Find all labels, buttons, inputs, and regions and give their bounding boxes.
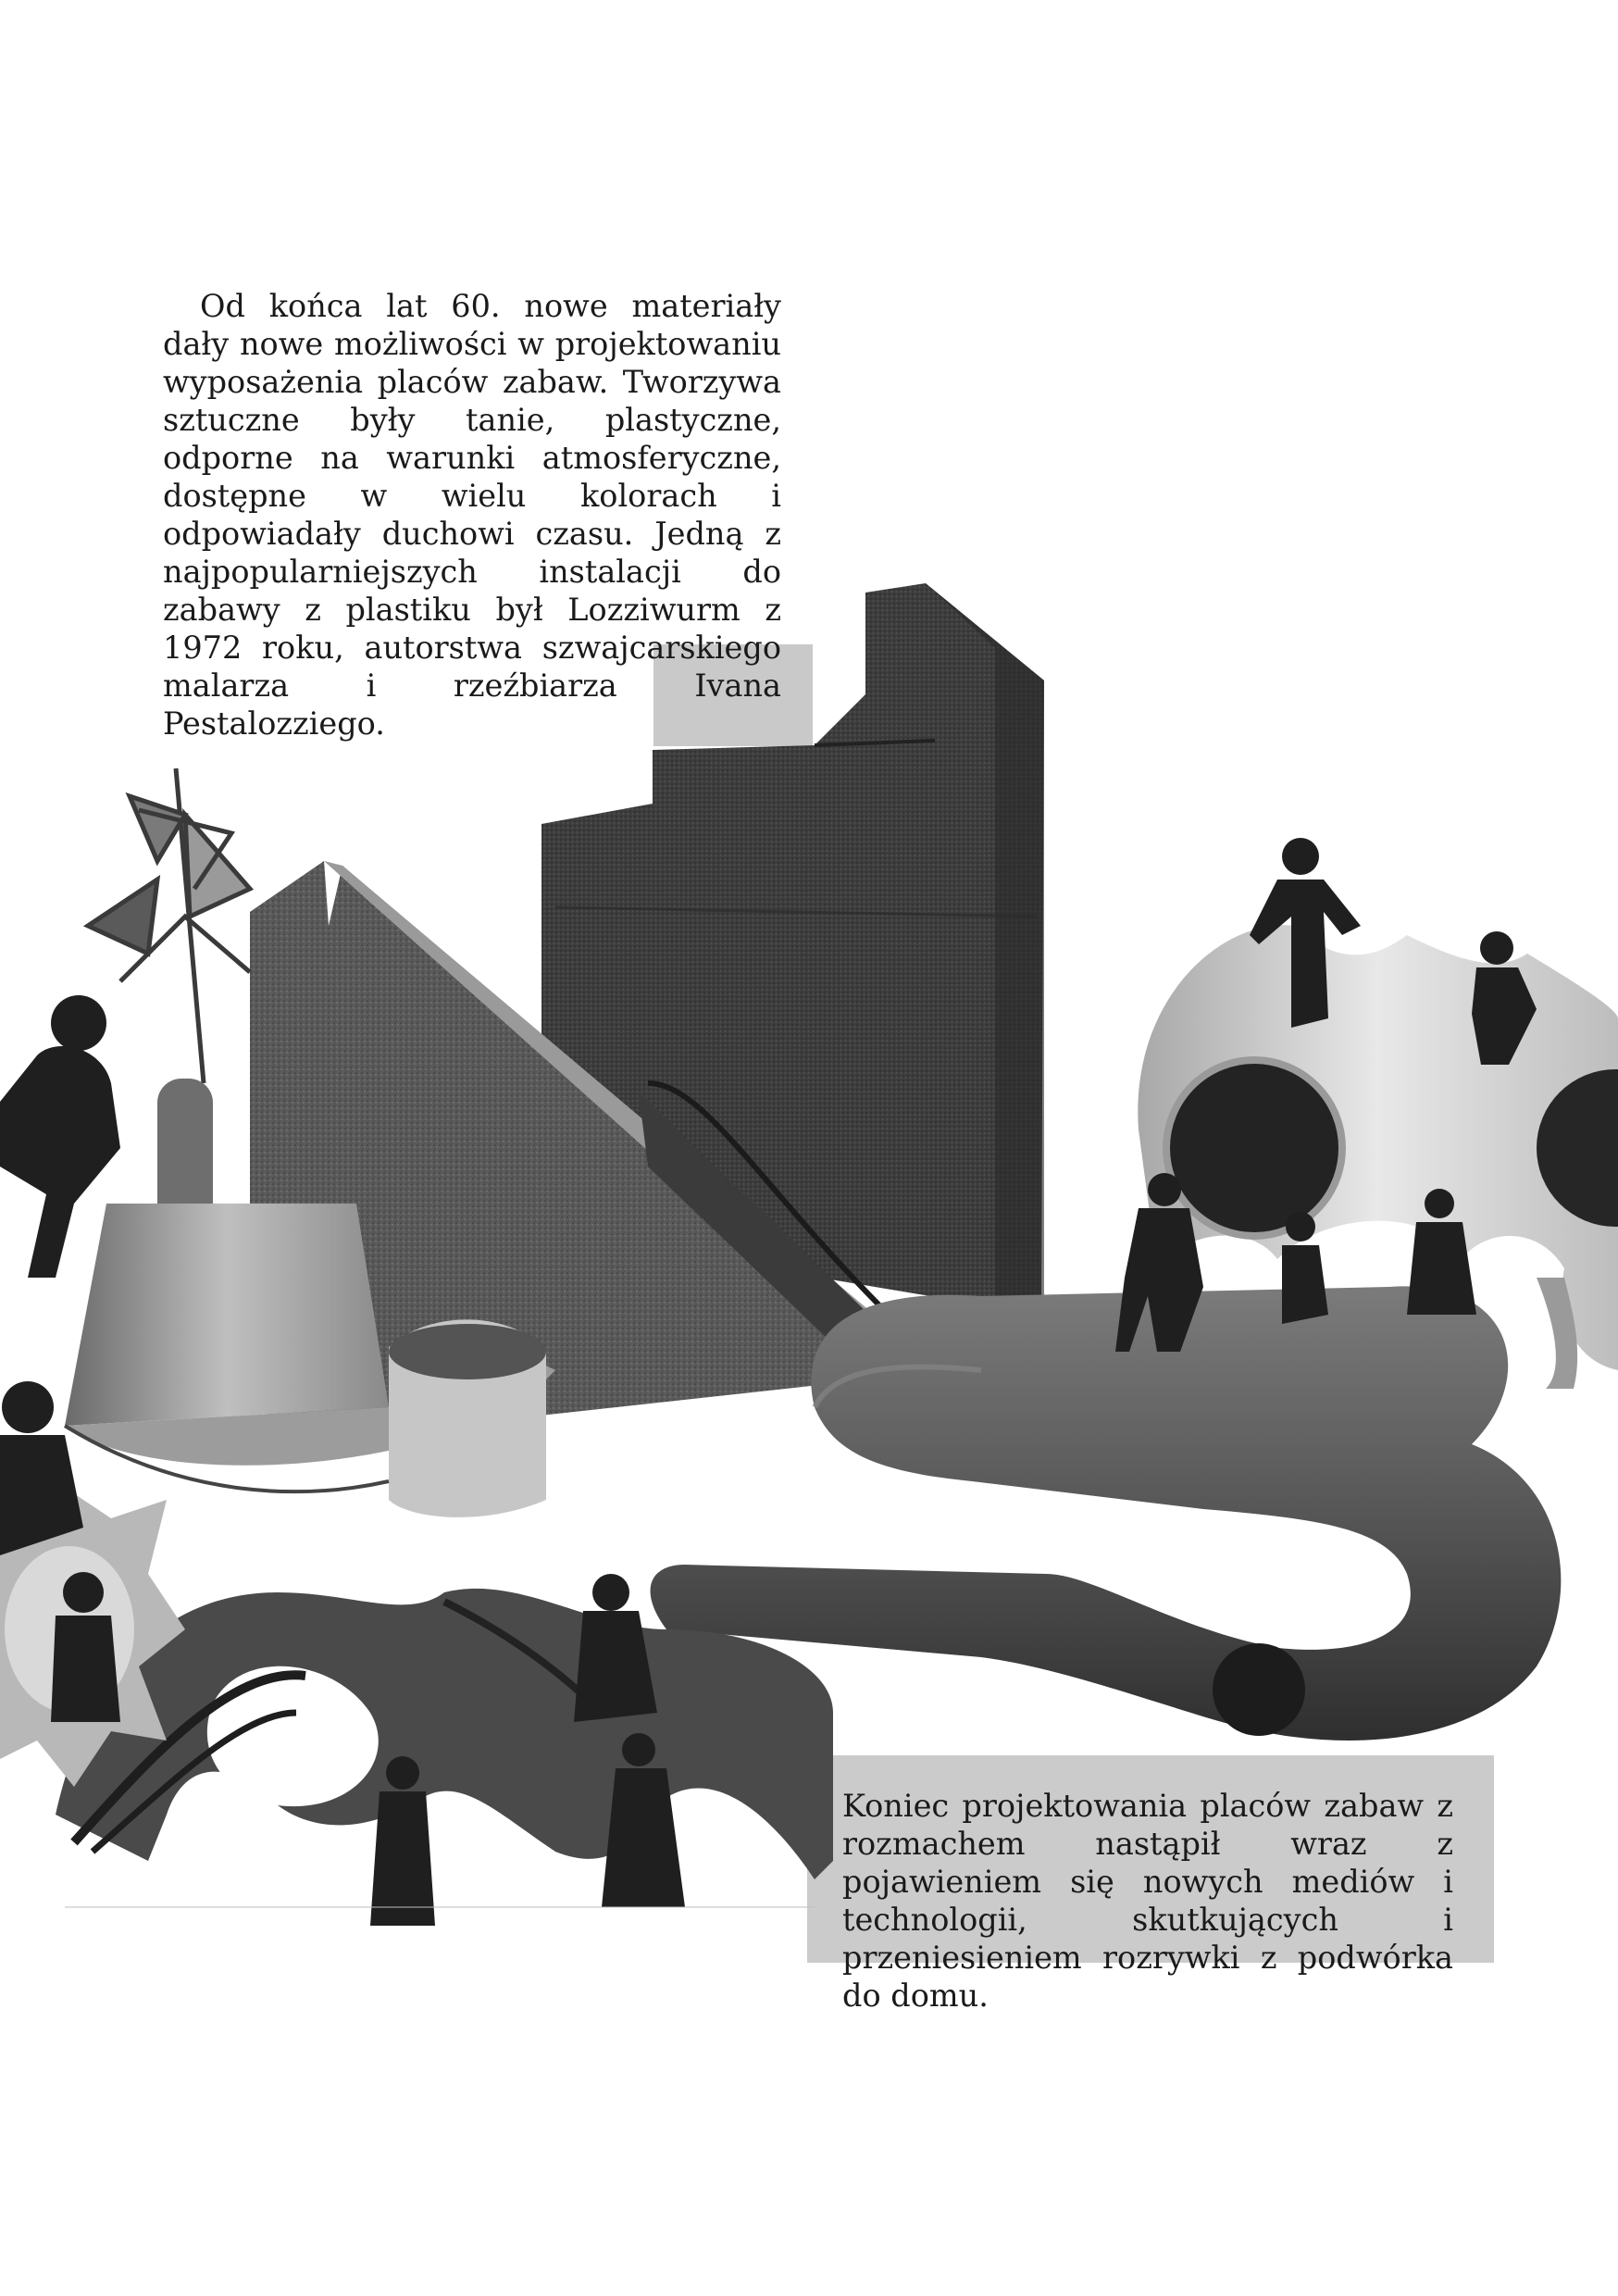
intro-paragraph: [163, 287, 781, 742]
intro-paragraph-text: Od końca lat 60. nowe materiały dały nowe możliwości w projektowaniu wyposażenia placów zabaw. Tworzywa sztuczne były tanie, plastyczne, odporne na warunki atmosferyczne, dostępne w wielu kolorach i odpowiadały duchowi czasu. Jedną z najpopularniejszych instalacji do zabawy z plastiku był Lozziwurm z 1972 roku, autorstwa szwajcarskiego malarza i rzeźbiarza Ivana Pestalozziego.: [163, 288, 781, 742]
metal-star-sculpture-image: [88, 768, 250, 1083]
closing-paragraph: [842, 1787, 1453, 2015]
closing-paragraph-text: Koniec projektowania placów zabaw z rozmachem nastąpił wraz z pojawieniem się nowych mediów i technologii, skutkujących i przeniesieniem rozrywki z podwórka do domu.: [842, 1788, 1453, 2014]
